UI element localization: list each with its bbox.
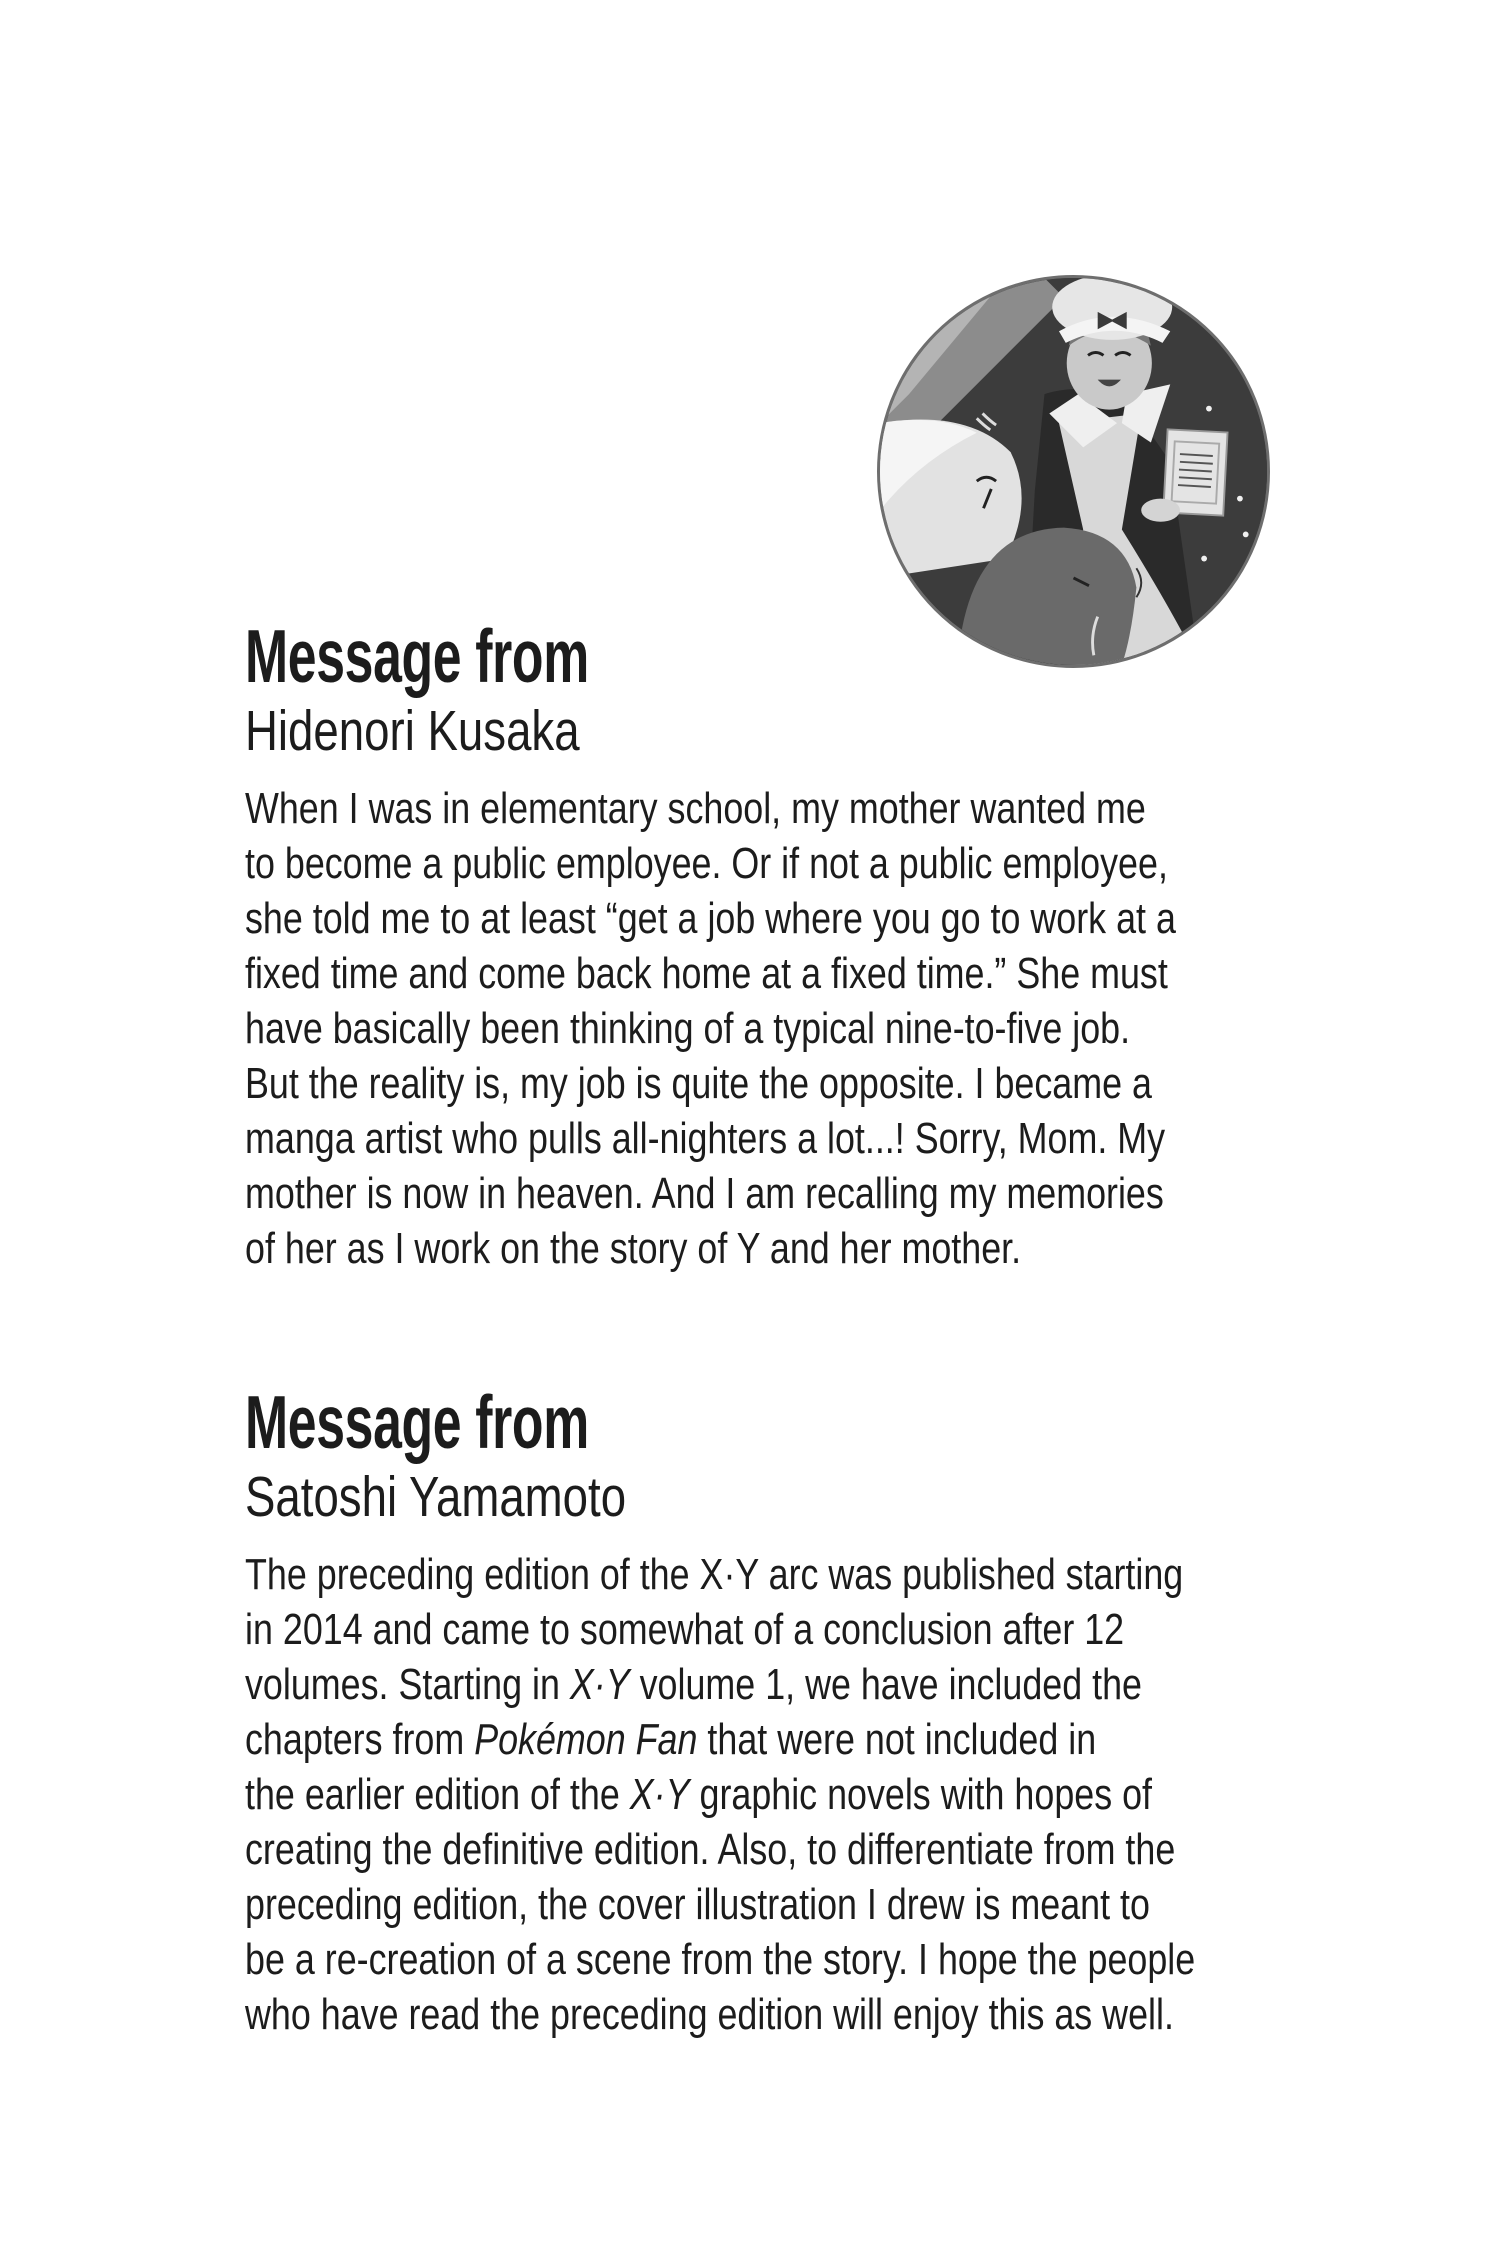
text-run: in 2014 and came to somewhat of a conclusion after 12	[245, 1605, 1125, 1654]
text-run: who have read the preceding edition will enjoy this as well.	[245, 1990, 1174, 2039]
message-line	[245, 1657, 1305, 1712]
text-run: But the reality is, my job is quite the opposite. I became a	[245, 1059, 1152, 1108]
message-line	[245, 946, 1305, 1001]
manga-illustration-icon	[880, 278, 1267, 665]
message-line	[245, 1166, 1305, 1221]
message-line	[245, 1987, 1305, 2042]
text-run: the earlier edition of the	[245, 1770, 630, 1819]
text-run: chapters from	[245, 1715, 475, 1764]
text-run: The preceding edition of the X·Y arc was published starting	[245, 1550, 1184, 1599]
message-line	[245, 1767, 1305, 1822]
message-line	[245, 1547, 1305, 1602]
message-line	[245, 1221, 1305, 1276]
message-line	[245, 1822, 1305, 1877]
section-1-heading: Message from	[245, 614, 589, 698]
message-line	[245, 1001, 1305, 1056]
section-2-message-body	[245, 1547, 1500, 2042]
message-line	[245, 781, 1305, 836]
message-line	[245, 1932, 1305, 1987]
text-run: fixed time and come back home at a fixed time.” She must	[245, 949, 1168, 998]
text-run: manga artist who pulls all-nighters a lot...! Sorry, Mom. My	[245, 1114, 1166, 1163]
text-run: to become a public employee. Or if not a public employee,	[245, 839, 1168, 888]
section-2-heading: Message from	[245, 1380, 589, 1464]
section-2-author-name: Satoshi Yamamoto	[245, 1465, 627, 1529]
text-run: creating the definitive edition. Also, to differentiate from the	[245, 1825, 1176, 1874]
text-run: graphic novels with hopes of	[689, 1770, 1153, 1819]
message-line	[245, 1712, 1305, 1767]
section-1-message-body	[245, 781, 1500, 1276]
text-run: she told me to at least “get a job where you go to work at a	[245, 894, 1176, 943]
message-line	[245, 1877, 1305, 1932]
italic-title-text: X·Y	[629, 1770, 690, 1819]
message-line	[245, 1111, 1305, 1166]
text-run: When I was in elementary school, my mother wanted me	[245, 784, 1146, 833]
italic-title-text: X·Y	[569, 1660, 630, 1709]
author-illustration	[877, 275, 1270, 668]
text-run: that were not included in	[697, 1715, 1097, 1764]
message-line	[245, 1602, 1305, 1657]
text-run: have basically been thinking of a typical nine-to-five job.	[245, 1004, 1131, 1053]
text-run: be a re-creation of a scene from the story. I hope the people	[245, 1935, 1196, 1984]
text-run: volumes. Starting in	[245, 1660, 570, 1709]
italic-title-text: Pokémon Fan	[474, 1715, 698, 1764]
text-run: volume 1, we have included the	[629, 1660, 1142, 1709]
section-1-author-name: Hidenori Kusaka	[245, 699, 580, 763]
message-line	[245, 836, 1305, 891]
text-run: of her as I work on the story of Y and her mother.	[245, 1224, 1022, 1273]
text-run: preceding edition, the cover illustration I drew is meant to	[245, 1880, 1150, 1929]
text-run: mother is now in heaven. And I am recalling my memories	[245, 1169, 1164, 1218]
message-line	[245, 891, 1305, 946]
message-line	[245, 1056, 1305, 1111]
